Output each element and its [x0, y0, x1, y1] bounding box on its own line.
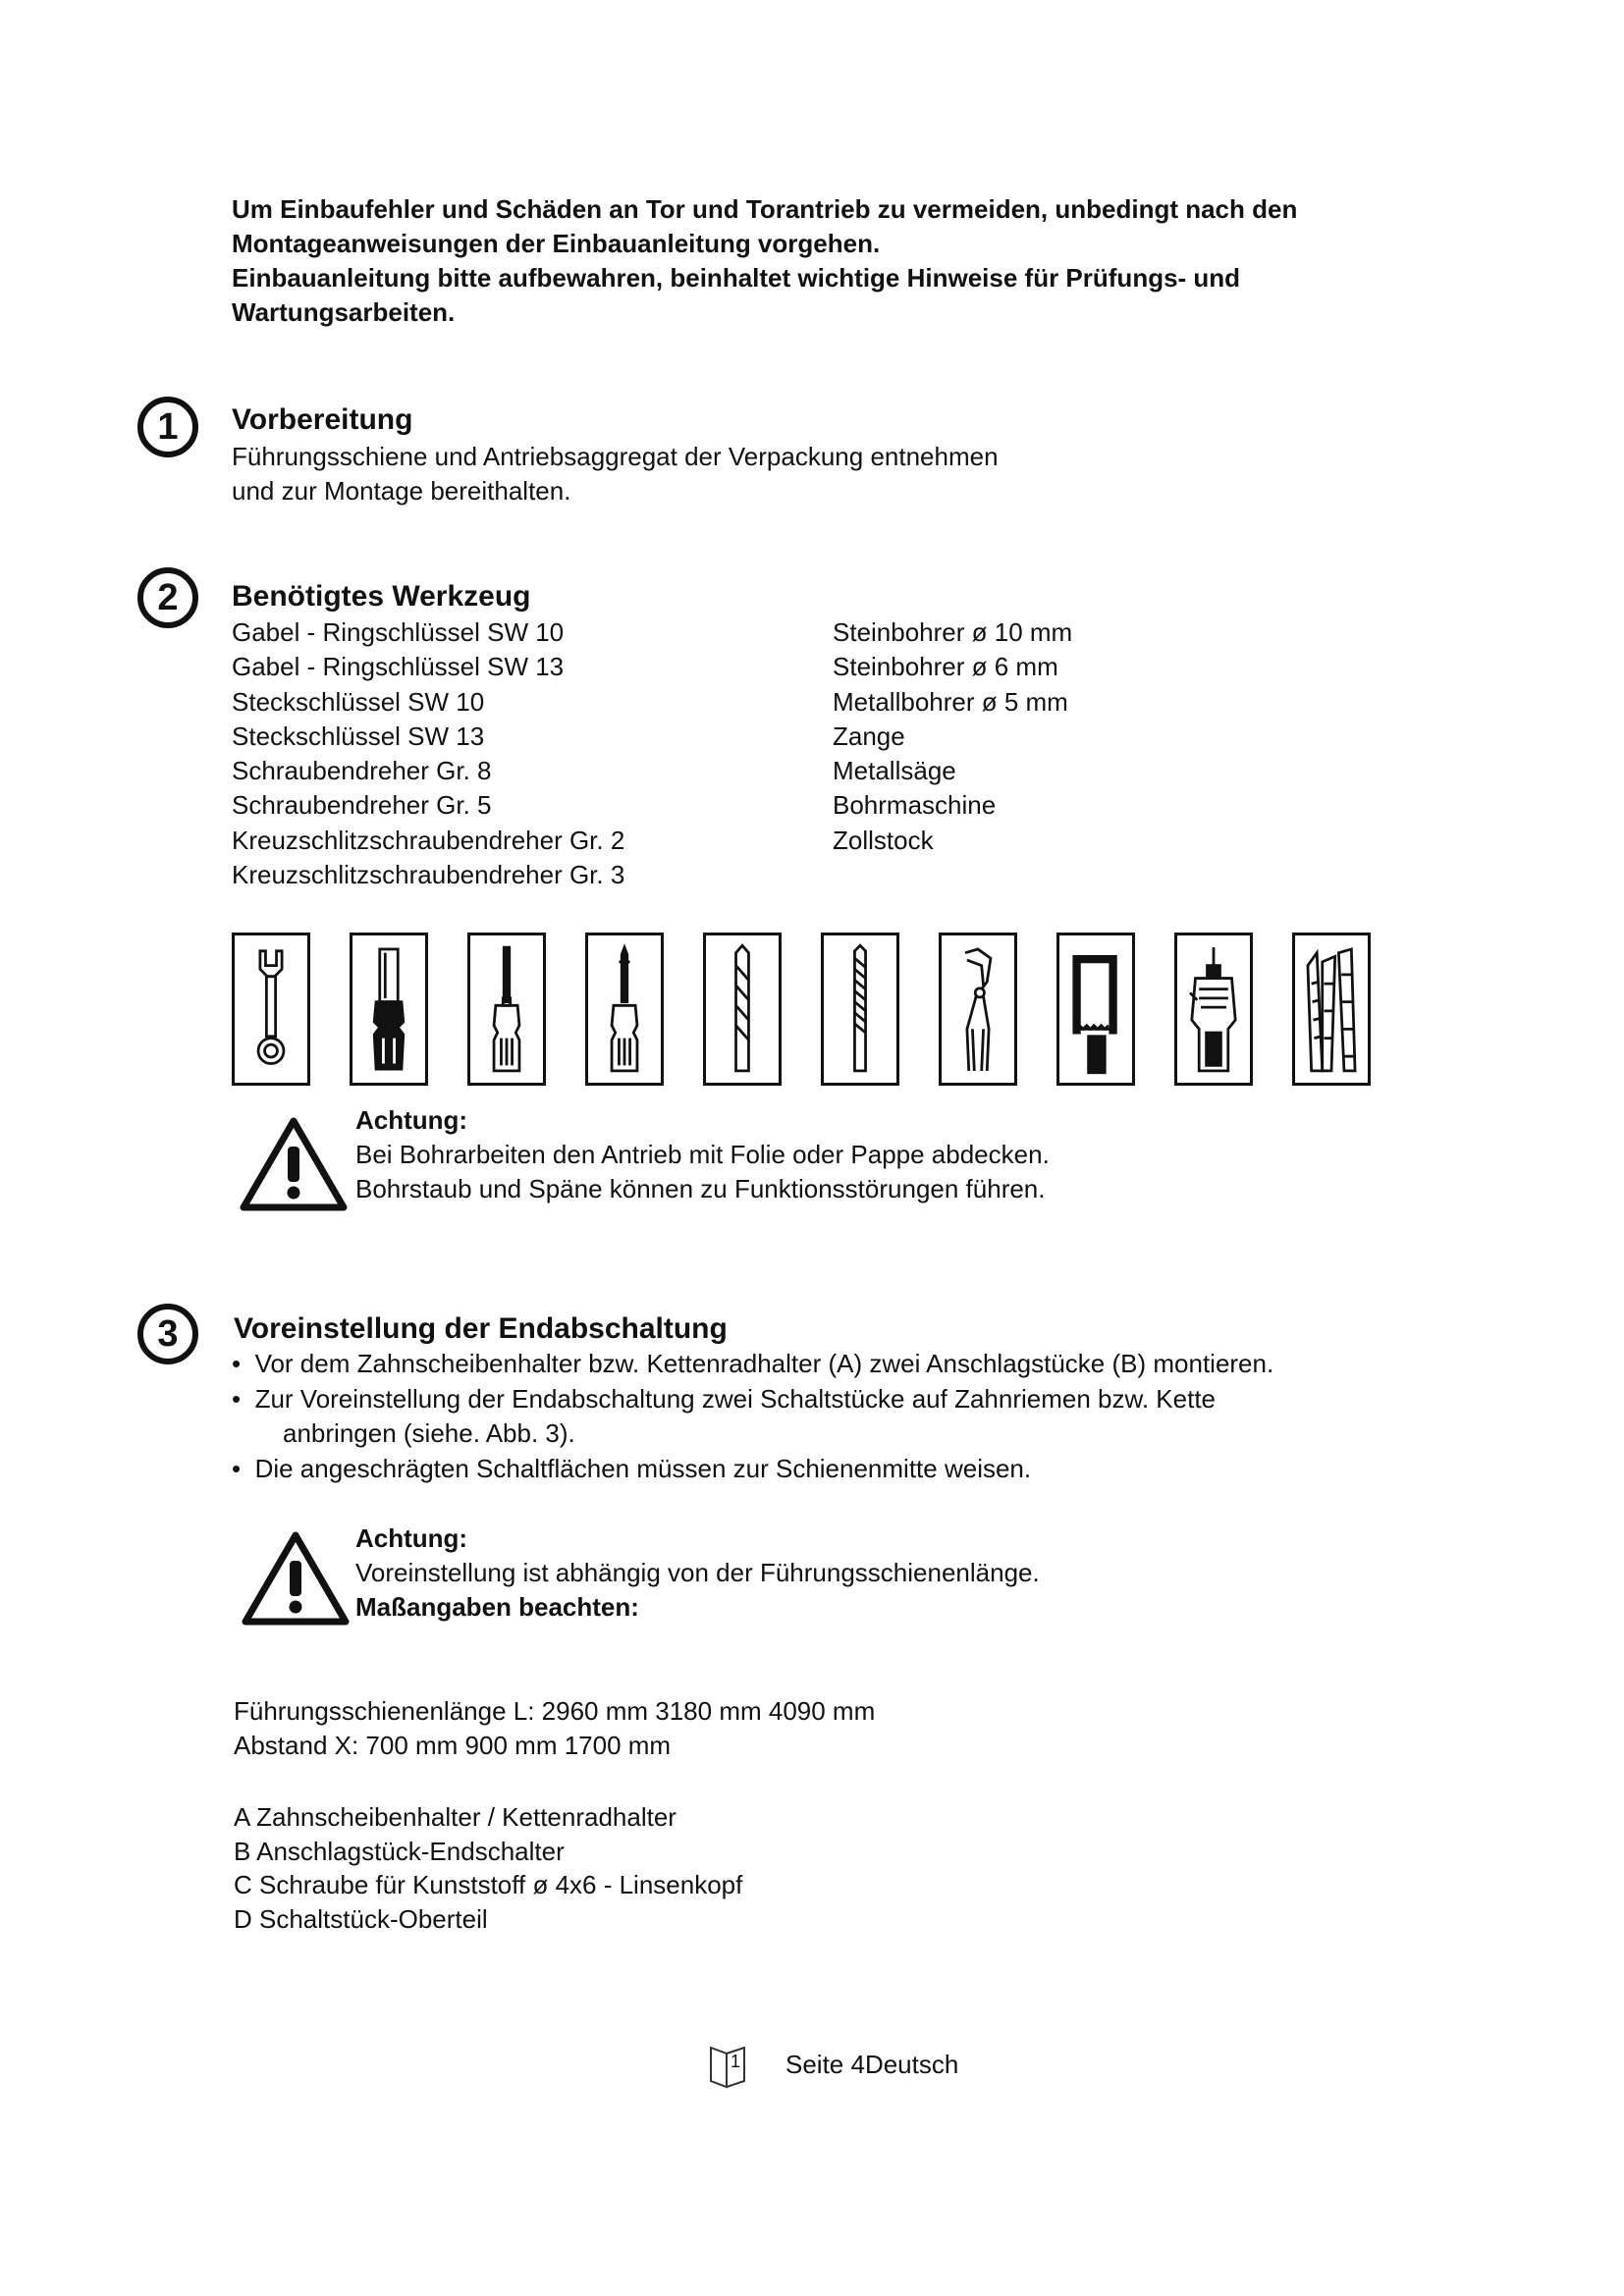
tool-item: Steckschlüssel SW 10	[232, 686, 485, 717]
tool-warning	[355, 1103, 1050, 1206]
bullet-dot: •	[232, 1383, 242, 1414]
metal-drill-bit-icon	[821, 933, 899, 1086]
warning-title: Achtung:	[355, 1523, 468, 1553]
bullet-text: Vor dem Zahnscheibenhalter bzw. Kettenradhalter (A) zwei Anschlagstücke (B) montieren.	[254, 1349, 1274, 1378]
tool-item: Schraubendreher Gr. 8	[232, 756, 492, 786]
tool-item: Gabel - Ringschlüssel SW 13	[232, 652, 565, 682]
pliers-icon	[939, 933, 1017, 1086]
legend-item: B Anschlagstück-Endschalter	[234, 1836, 565, 1866]
bullet-item	[232, 1347, 1273, 1382]
warning-triangle-icon	[240, 1117, 348, 1211]
bullet-dot: •	[232, 1453, 242, 1483]
wrench-icon	[232, 933, 310, 1086]
masonry-drill-bit-icon	[703, 933, 782, 1086]
warning-title: Achtung:	[355, 1105, 468, 1135]
tool-list-left	[232, 615, 624, 892]
phillips-screwdriver-icon	[585, 933, 664, 1086]
tool-item: Metallbohrer ø 5 mm	[833, 686, 1068, 717]
section1-line: Führungsschiene und Antriebsaggregat der Verpackung entnehmen	[232, 442, 999, 471]
section3-title: Voreinstellung der Endabschaltung	[234, 1312, 728, 1345]
tool-list-right	[833, 615, 1072, 858]
power-drill-icon	[1174, 933, 1253, 1086]
manual-book-icon	[709, 2042, 748, 2089]
socket-wrench-icon	[350, 933, 428, 1086]
bullet-text: Zur Voreinstellung der Endabschaltung zwei Schaltstücke auf Zahnriemen bzw. Kette	[254, 1383, 1217, 1414]
intro-line: Einbauanleitung bitte aufbewahren, beinhaltet wichtige Hinweise für Prüfungs- und	[232, 263, 1241, 293]
flat-screwdriver-icon	[467, 933, 546, 1086]
page-number: Seite 4Deutsch	[785, 2050, 959, 2079]
book-icon-label: 1	[731, 2052, 741, 2071]
tool-item: Zange	[833, 721, 905, 751]
presetting-warning	[355, 1522, 1040, 1625]
step-number-1: 1	[137, 397, 198, 457]
warning-line: Voreinstellung ist abhängig von der Führungsschienenlänge.	[355, 1558, 1040, 1587]
bullet-item	[232, 1452, 1273, 1487]
legend-item: A Zahnscheibenhalter / Kettenradhalter	[234, 1802, 677, 1832]
section1-line: und zur Montage bereithalten.	[232, 476, 571, 506]
tool-item: Steinbohrer ø 6 mm	[833, 652, 1058, 682]
tool-item: Kreuzschlitzschraubendreher Gr. 3	[232, 860, 625, 890]
folding-rule-icon	[1292, 933, 1371, 1086]
warning-bold-line: Maßangaben beachten:	[355, 1592, 639, 1622]
tool-item: Steckschlüssel SW 13	[232, 721, 485, 751]
bullet-continuation: anbringen (siehe. Abb. 3).	[283, 1418, 575, 1448]
legend-item: C Schraube für Kunststoff ø 4x6 - Linsenkopf	[234, 1870, 743, 1899]
tool-item: Steinbohrer ø 10 mm	[833, 617, 1073, 647]
section3-bullets	[232, 1347, 1273, 1486]
intro-notice	[232, 192, 1449, 330]
tool-pictograms	[232, 933, 1371, 1090]
bullet-item	[232, 1382, 1273, 1417]
intro-line: Montageanweisungen der Einbauanleitung vorgehen.	[232, 229, 881, 258]
measurements	[234, 1694, 875, 1763]
warning-line: Bohrstaub und Späne können zu Funktionsstörungen führen.	[355, 1174, 1046, 1203]
step-number-2: 2	[137, 567, 198, 628]
hacksaw-icon	[1056, 933, 1135, 1086]
tool-item: Schraubendreher Gr. 5	[232, 790, 492, 821]
tool-item: Bohrmaschine	[833, 790, 997, 821]
measurement-line: Abstand X: 700 mm 900 mm 1700 mm	[234, 1731, 672, 1760]
tool-item: Zollstock	[833, 825, 934, 855]
section1-title: Vorbereitung	[232, 403, 413, 436]
bullet-text: Die angeschrägten Schaltflächen müssen zur Schienenmitte weisen.	[254, 1453, 1032, 1483]
legend-item: D Schaltstück-Oberteil	[234, 1903, 488, 1934]
tool-item: Gabel - Ringschlüssel SW 10	[232, 617, 565, 647]
tool-item: Kreuzschlitzschraubendreher Gr. 2	[232, 825, 625, 855]
intro-line: Um Einbaufehler und Schäden an Tor und Torantrieb zu vermeiden, unbedingt nach den	[232, 194, 1298, 224]
parts-legend	[234, 1800, 742, 1936]
section1-body	[232, 440, 999, 508]
warning-triangle-icon	[242, 1531, 350, 1626]
warning-line: Bei Bohrarbeiten den Antrieb mit Folie oder Pappe abdecken.	[355, 1140, 1050, 1169]
step-number-3: 3	[137, 1304, 198, 1364]
intro-line: Wartungsarbeiten.	[232, 297, 456, 327]
bullet-dot: •	[232, 1349, 242, 1378]
tool-item: Metallsäge	[833, 756, 956, 786]
measurement-line: Führungsschienenlänge L: 2960 mm 3180 mm 4090 mm	[234, 1696, 876, 1726]
section2-title: Benötigtes Werkzeug	[232, 580, 531, 613]
